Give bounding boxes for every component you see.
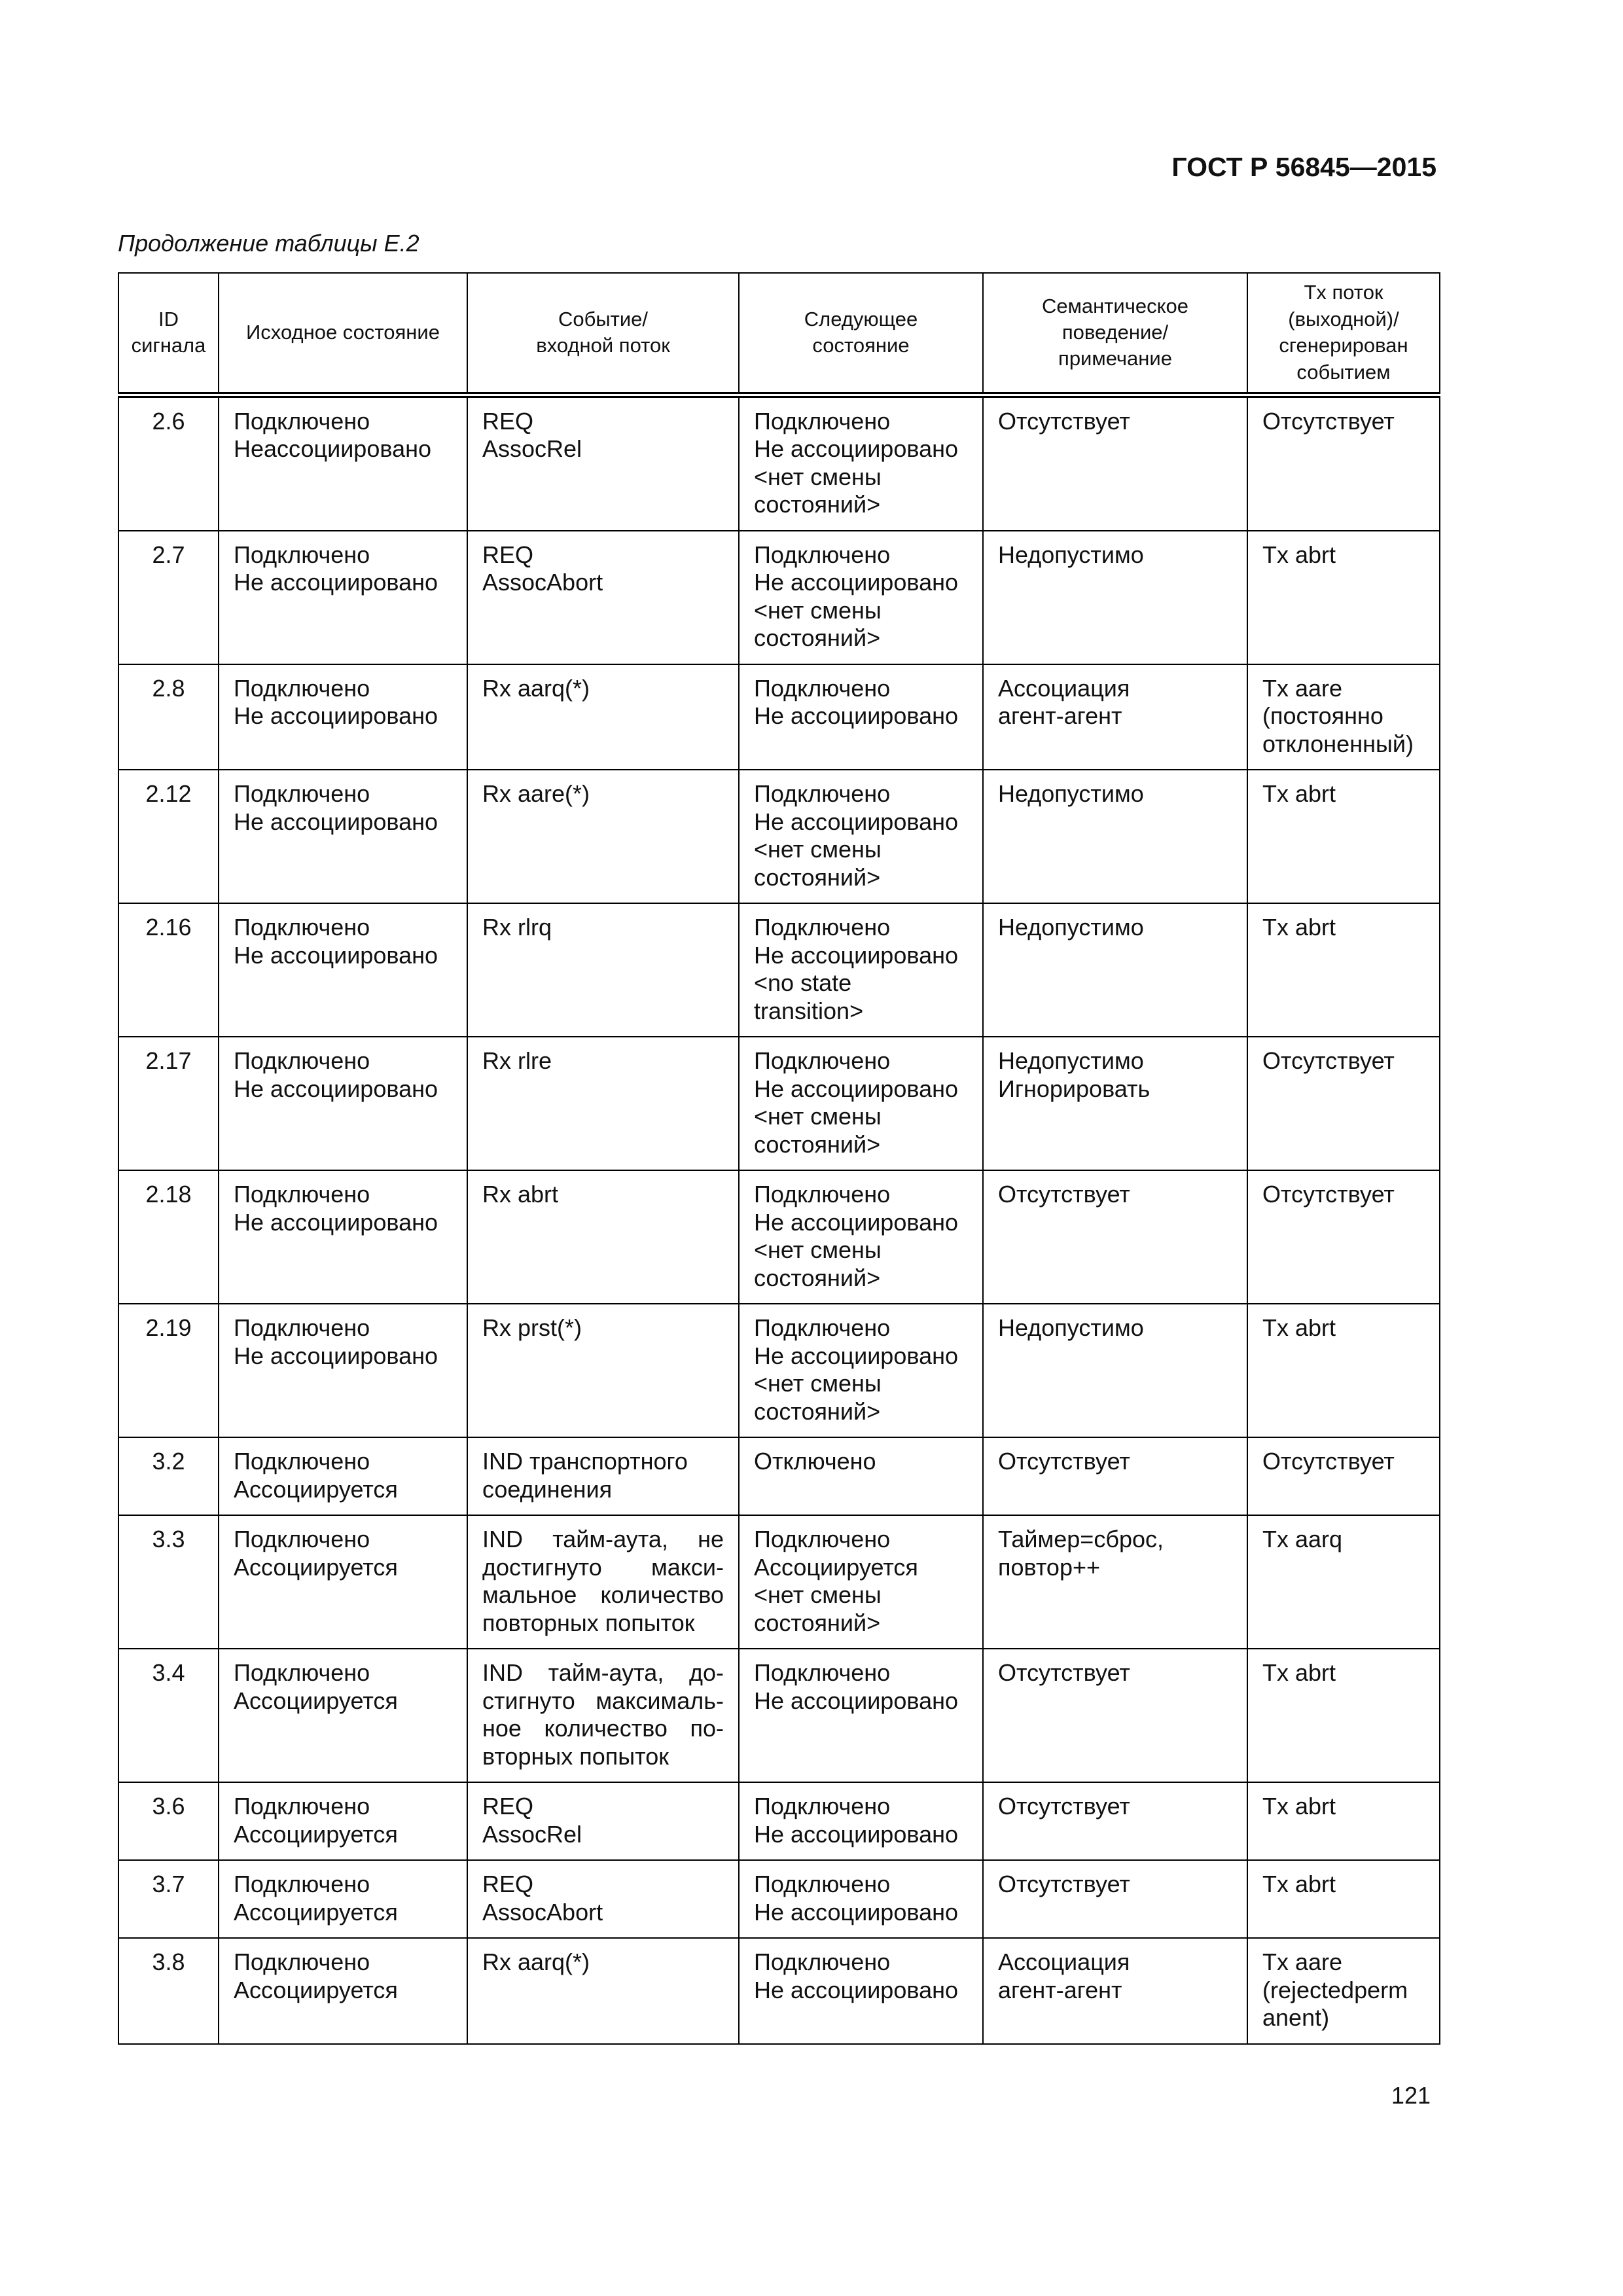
cell-tx-stream bbox=[1247, 1515, 1440, 1649]
cell-text-line: агент-агент bbox=[998, 702, 1122, 729]
cell-next-state bbox=[739, 1437, 983, 1515]
cell-text-line: 3.7 bbox=[152, 1871, 185, 1897]
cell-text-line: Не ассоциировано bbox=[234, 702, 438, 729]
table-row bbox=[118, 1782, 1440, 1860]
cell-semantics bbox=[983, 1170, 1247, 1304]
cell-text-line: <нет смены bbox=[754, 463, 882, 490]
cell-text-line: Tx abrt bbox=[1262, 1793, 1336, 1820]
cell-text-line: Подключено bbox=[234, 1948, 370, 1975]
cell-text-line: Исходное состояние bbox=[246, 321, 440, 344]
cell-text-line: Ассоциируется bbox=[234, 1898, 398, 1926]
cell-text-line: Подключено bbox=[754, 780, 891, 807]
cell-text-line: 2.6 bbox=[152, 407, 185, 435]
cell-text-line: Не ассоциировано bbox=[754, 808, 958, 835]
column-header-source-state bbox=[219, 273, 467, 395]
cell-tx-stream bbox=[1247, 1938, 1440, 2044]
cell-text-line: <нет смены bbox=[754, 1236, 882, 1263]
cell-text-line: Недопустимо bbox=[998, 914, 1144, 941]
cell-text-line: Tx abrt bbox=[1262, 914, 1336, 941]
cell-text-line: Подключено bbox=[234, 1181, 370, 1208]
cell-text-line: REQ bbox=[482, 1793, 534, 1820]
cell-next-state bbox=[739, 770, 983, 903]
cell-next-state bbox=[739, 395, 983, 531]
cell-text-line: Подключено bbox=[754, 407, 891, 435]
cell-text-line: Подключено bbox=[754, 674, 891, 702]
cell-text-line: anent) bbox=[1262, 2004, 1330, 2031]
cell-text-line: Подключено bbox=[754, 1181, 891, 1208]
cell-text-line: Подключено bbox=[234, 541, 370, 568]
cell-text-line: Rx aarq(*) bbox=[482, 1948, 590, 1975]
cell-source-state bbox=[219, 1437, 467, 1515]
table-row bbox=[118, 903, 1440, 1037]
cell-text-line: событием bbox=[1296, 360, 1391, 384]
cell-tx-stream bbox=[1247, 531, 1440, 664]
cell-text-line: Rx aare(*) bbox=[482, 780, 590, 807]
cell-text-line: мальное количество bbox=[482, 1581, 724, 1608]
cell-next-state bbox=[739, 1860, 983, 1938]
cell-text-line: Ассоциация bbox=[998, 1948, 1130, 1975]
cell-signal-id bbox=[118, 1938, 219, 2044]
cell-text-line: Не ассоциировано bbox=[754, 702, 958, 729]
cell-signal-id bbox=[118, 1860, 219, 1938]
cell-text-line: AssocRel bbox=[482, 1820, 582, 1848]
table-row bbox=[118, 395, 1440, 531]
cell-text-line: Недопустимо bbox=[998, 1314, 1144, 1341]
cell-text-line: Ассоциируется bbox=[754, 1553, 918, 1581]
cell-text-line: Подключено bbox=[234, 914, 370, 941]
column-header-next-state bbox=[739, 273, 983, 395]
cell-text-line: повтор++ bbox=[998, 1553, 1101, 1581]
cell-text-line: Подключено bbox=[234, 1047, 370, 1074]
signal-transition-table bbox=[118, 272, 1440, 2045]
cell-event bbox=[467, 395, 739, 531]
cell-next-state bbox=[739, 664, 983, 770]
cell-text-line: 2.7 bbox=[152, 541, 185, 568]
cell-text-line: IND тайм-аута, не bbox=[482, 1526, 724, 1552]
cell-text-line: AssocAbort bbox=[482, 569, 603, 596]
cell-next-state bbox=[739, 531, 983, 664]
cell-text-line: Не ассоциировано bbox=[234, 569, 438, 596]
cell-semantics bbox=[983, 1860, 1247, 1938]
cell-text-line: Не ассоциировано bbox=[234, 808, 438, 835]
cell-event bbox=[467, 903, 739, 1037]
cell-source-state bbox=[219, 664, 467, 770]
table-row bbox=[118, 1037, 1440, 1170]
cell-source-state bbox=[219, 770, 467, 903]
cell-text-line: отклоненный) bbox=[1262, 730, 1414, 757]
cell-event bbox=[467, 1649, 739, 1782]
cell-event bbox=[467, 1782, 739, 1860]
cell-text-line: Tx aare bbox=[1262, 674, 1343, 702]
table-row bbox=[118, 1515, 1440, 1649]
cell-text-line: Подключено bbox=[754, 1526, 891, 1552]
cell-text-line: Отсутствует bbox=[1262, 1448, 1395, 1475]
cell-text-line: Ассоциация bbox=[998, 674, 1130, 702]
cell-text-line: 2.12 bbox=[145, 780, 192, 807]
cell-signal-id bbox=[118, 1037, 219, 1170]
cell-signal-id bbox=[118, 1515, 219, 1649]
cell-text-line: <нет смены bbox=[754, 836, 882, 863]
cell-text-line: Подключено bbox=[754, 1948, 891, 1975]
cell-text-line: IND транспортного bbox=[482, 1448, 688, 1475]
cell-next-state bbox=[739, 1037, 983, 1170]
cell-signal-id bbox=[118, 770, 219, 903]
cell-text-line: Недопустимо bbox=[998, 780, 1144, 807]
cell-text-line: Подключено bbox=[754, 1659, 891, 1686]
cell-text-line: стигнуто максималь- bbox=[482, 1687, 724, 1714]
cell-tx-stream bbox=[1247, 1304, 1440, 1437]
cell-text-line: AssocAbort bbox=[482, 1898, 603, 1926]
cell-text-line: Ассоциируется bbox=[234, 1976, 398, 2003]
cell-text-line: Не ассоциировано bbox=[754, 1976, 958, 2003]
cell-tx-stream bbox=[1247, 1782, 1440, 1860]
cell-text-line: Подключено bbox=[754, 1793, 891, 1820]
cell-tx-stream bbox=[1247, 664, 1440, 770]
table-row bbox=[118, 1437, 1440, 1515]
cell-text-line: 3.6 bbox=[152, 1793, 185, 1820]
cell-text-line: Событие/ bbox=[558, 307, 649, 331]
table-row bbox=[118, 1938, 1440, 2044]
cell-text-line: сгенерирован bbox=[1279, 334, 1408, 357]
cell-text-line: состояний> bbox=[754, 1130, 881, 1158]
cell-text-line: Семантическое bbox=[1041, 294, 1189, 317]
cell-text-line: transition> bbox=[754, 997, 864, 1024]
cell-semantics bbox=[983, 531, 1247, 664]
cell-text-line: Отсутствует bbox=[1262, 1047, 1395, 1074]
cell-tx-stream bbox=[1247, 1170, 1440, 1304]
table-row bbox=[118, 531, 1440, 664]
column-header-signal-id bbox=[118, 273, 219, 395]
cell-text-line: Ассоциируется bbox=[234, 1820, 398, 1848]
table-caption: Продолжение таблицы Е.2 bbox=[118, 230, 419, 257]
cell-text-line: Неассоциировано bbox=[234, 435, 431, 462]
cell-text-line: 3.4 bbox=[152, 1659, 185, 1686]
cell-text-line: соединения bbox=[482, 1475, 613, 1503]
table-body bbox=[118, 395, 1440, 2044]
cell-event bbox=[467, 531, 739, 664]
cell-text-line: агент-агент bbox=[998, 1976, 1122, 2003]
cell-text-line: REQ bbox=[482, 541, 534, 568]
cell-text-line: состояние bbox=[812, 334, 910, 357]
cell-text-line: Не ассоциировано bbox=[754, 435, 958, 462]
cell-text-line: вторных попыток bbox=[482, 1742, 669, 1770]
header-row bbox=[118, 273, 1440, 395]
table-row bbox=[118, 1860, 1440, 1938]
cell-semantics bbox=[983, 903, 1247, 1037]
cell-source-state bbox=[219, 531, 467, 664]
cell-event bbox=[467, 1938, 739, 2044]
cell-text-line: Игнорировать bbox=[998, 1075, 1150, 1102]
cell-text-line: Tx aare bbox=[1262, 1948, 1343, 1975]
cell-tx-stream bbox=[1247, 1437, 1440, 1515]
cell-text-line: Отсутствует bbox=[998, 1448, 1130, 1475]
cell-text-line: REQ bbox=[482, 407, 534, 435]
column-header-semantics bbox=[983, 273, 1247, 395]
cell-text-line: Подключено bbox=[754, 1314, 891, 1341]
standard-designation: ГОСТ Р 56845—2015 bbox=[1171, 152, 1436, 182]
cell-text-line: Не ассоциировано bbox=[754, 1208, 958, 1236]
cell-text-line: Не ассоциировано bbox=[234, 1342, 438, 1369]
cell-text-line: примечание bbox=[1058, 347, 1172, 370]
cell-semantics bbox=[983, 664, 1247, 770]
table-row bbox=[118, 1170, 1440, 1304]
cell-text-line: 3.3 bbox=[152, 1526, 185, 1552]
cell-event bbox=[467, 770, 739, 903]
cell-next-state bbox=[739, 1649, 983, 1782]
cell-text-line: Подключено bbox=[234, 1871, 370, 1897]
cell-text-line: Rx rlrq bbox=[482, 914, 552, 941]
cell-semantics bbox=[983, 1782, 1247, 1860]
cell-text-line: Подключено bbox=[754, 914, 891, 941]
cell-text-line: Отсутствует bbox=[1262, 407, 1395, 435]
cell-text-line: повторных попыток bbox=[482, 1609, 695, 1636]
cell-next-state bbox=[739, 1938, 983, 2044]
cell-signal-id bbox=[118, 531, 219, 664]
cell-text-line: Не ассоциировано bbox=[754, 1820, 958, 1848]
cell-text-line: Не ассоциировано bbox=[234, 1075, 438, 1102]
cell-tx-stream bbox=[1247, 1860, 1440, 1938]
cell-text-line: ID bbox=[158, 307, 179, 331]
cell-text-line: Подключено bbox=[234, 1314, 370, 1341]
cell-text-line: <нет смены bbox=[754, 1103, 882, 1130]
cell-event bbox=[467, 1515, 739, 1649]
cell-text-line: Отсутствует bbox=[998, 1793, 1130, 1820]
cell-text-line: 2.19 bbox=[145, 1314, 192, 1341]
cell-text-line: 3.2 bbox=[152, 1448, 185, 1475]
column-header-event bbox=[467, 273, 739, 395]
cell-text-line: Tx abrt bbox=[1262, 1871, 1336, 1897]
cell-text-line: состояний> bbox=[754, 1609, 881, 1636]
cell-text-line: Tx abrt bbox=[1262, 1659, 1336, 1686]
cell-text-line: состояний> bbox=[754, 863, 881, 891]
cell-text-line: Tx поток bbox=[1304, 281, 1383, 304]
cell-semantics bbox=[983, 1304, 1247, 1437]
cell-source-state bbox=[219, 1304, 467, 1437]
cell-tx-stream bbox=[1247, 1649, 1440, 1782]
table-row bbox=[118, 1304, 1440, 1437]
cell-semantics bbox=[983, 1437, 1247, 1515]
cell-signal-id bbox=[118, 664, 219, 770]
cell-next-state bbox=[739, 1782, 983, 1860]
cell-text-line: IND тайм-аута, до- bbox=[482, 1659, 724, 1686]
cell-text-line: 2.8 bbox=[152, 674, 185, 702]
cell-tx-stream bbox=[1247, 395, 1440, 531]
cell-text-line: Ассоциируется bbox=[234, 1553, 398, 1581]
cell-source-state bbox=[219, 1860, 467, 1938]
cell-source-state bbox=[219, 1782, 467, 1860]
cell-signal-id bbox=[118, 1304, 219, 1437]
cell-event bbox=[467, 1437, 739, 1515]
cell-text-line: Отсутствует bbox=[998, 1871, 1130, 1897]
cell-text-line: Подключено bbox=[754, 1047, 891, 1074]
cell-text-line: Не ассоциировано bbox=[234, 941, 438, 969]
cell-text-line: состояний> bbox=[754, 491, 881, 518]
cell-source-state bbox=[219, 903, 467, 1037]
cell-text-line: Подключено bbox=[234, 1526, 370, 1552]
column-header-tx-stream bbox=[1247, 273, 1440, 395]
cell-next-state bbox=[739, 1304, 983, 1437]
cell-text-line: 2.16 bbox=[145, 914, 192, 941]
cell-event bbox=[467, 1860, 739, 1938]
cell-text-line: 2.17 bbox=[145, 1047, 192, 1074]
cell-source-state bbox=[219, 1938, 467, 2044]
cell-text-line: Подключено bbox=[754, 1871, 891, 1897]
cell-text-line: Ассоциируется bbox=[234, 1475, 398, 1503]
cell-semantics bbox=[983, 1515, 1247, 1649]
cell-tx-stream bbox=[1247, 770, 1440, 903]
cell-signal-id bbox=[118, 1170, 219, 1304]
cell-signal-id bbox=[118, 1437, 219, 1515]
cell-text-line: Tx abrt bbox=[1262, 780, 1336, 807]
cell-text-line: Подключено bbox=[234, 1448, 370, 1475]
table-row bbox=[118, 1649, 1440, 1782]
cell-text-line: Не ассоциировано bbox=[754, 1898, 958, 1926]
cell-event bbox=[467, 1037, 739, 1170]
cell-next-state bbox=[739, 1515, 983, 1649]
cell-text-line: REQ bbox=[482, 1871, 534, 1897]
cell-text-line: состояний> bbox=[754, 624, 881, 651]
cell-text-line: (выходной)/ bbox=[1288, 307, 1399, 331]
cell-text-line: Отключено bbox=[754, 1448, 876, 1475]
cell-text-line: Таймер=сброс, bbox=[998, 1526, 1164, 1552]
cell-text-line: Не ассоциировано bbox=[754, 569, 958, 596]
cell-text-line: (rejectedperm bbox=[1262, 1976, 1408, 2003]
cell-text-line: <нет смены bbox=[754, 1370, 882, 1397]
cell-text-line: Не ассоциировано bbox=[754, 1342, 958, 1369]
cell-text-line: AssocRel bbox=[482, 435, 582, 462]
cell-text-line: (постоянно bbox=[1262, 702, 1383, 729]
cell-tx-stream bbox=[1247, 903, 1440, 1037]
cell-text-line: Подключено bbox=[754, 541, 891, 568]
cell-next-state bbox=[739, 903, 983, 1037]
cell-text-line: 3.8 bbox=[152, 1948, 185, 1975]
cell-semantics bbox=[983, 1938, 1247, 2044]
cell-text-line: Недопустимо bbox=[998, 1047, 1144, 1074]
cell-text-line: Подключено bbox=[234, 780, 370, 807]
cell-signal-id bbox=[118, 395, 219, 531]
cell-text-line: входной поток bbox=[536, 334, 670, 357]
cell-text-line: достигнуто макси- bbox=[482, 1553, 724, 1581]
cell-text-line: Отсутствует bbox=[1262, 1181, 1395, 1208]
cell-text-line: Rx aarq(*) bbox=[482, 674, 590, 702]
cell-text-line: Не ассоциировано bbox=[754, 1075, 958, 1102]
cell-text-line: Подключено bbox=[234, 1659, 370, 1686]
cell-source-state bbox=[219, 1515, 467, 1649]
cell-source-state bbox=[219, 1170, 467, 1304]
cell-text-line: Подключено bbox=[234, 407, 370, 435]
cell-text-line: Отсутствует bbox=[998, 407, 1130, 435]
cell-text-line: Rx rlre bbox=[482, 1047, 552, 1074]
cell-text-line: <no state bbox=[754, 969, 852, 996]
cell-text-line: Tx abrt bbox=[1262, 1314, 1336, 1341]
cell-semantics bbox=[983, 770, 1247, 903]
cell-text-line: Не ассоциировано bbox=[234, 1208, 438, 1236]
cell-text-line: Подключено bbox=[234, 1793, 370, 1820]
cell-text-line: поведение/ bbox=[1061, 321, 1169, 344]
cell-source-state bbox=[219, 1649, 467, 1782]
cell-next-state bbox=[739, 1170, 983, 1304]
cell-text-line: Ассоциируется bbox=[234, 1687, 398, 1714]
page-number: 121 bbox=[1391, 2082, 1431, 2109]
cell-semantics bbox=[983, 1037, 1247, 1170]
cell-text-line: Следующее bbox=[804, 307, 918, 331]
cell-text-line: Отсутствует bbox=[998, 1659, 1130, 1686]
cell-text-line: <нет смены bbox=[754, 1581, 882, 1608]
cell-tx-stream bbox=[1247, 1037, 1440, 1170]
cell-event bbox=[467, 1304, 739, 1437]
cell-text-line: состояний> bbox=[754, 1264, 881, 1291]
cell-text-line: Не ассоциировано bbox=[754, 1687, 958, 1714]
cell-semantics bbox=[983, 395, 1247, 531]
table-row bbox=[118, 770, 1440, 903]
cell-signal-id bbox=[118, 903, 219, 1037]
cell-source-state bbox=[219, 395, 467, 531]
cell-text-line: Tx abrt bbox=[1262, 541, 1336, 568]
cell-text-line: Отсутствует bbox=[998, 1181, 1130, 1208]
table-row bbox=[118, 664, 1440, 770]
cell-text-line: Недопустимо bbox=[998, 541, 1144, 568]
cell-source-state bbox=[219, 1037, 467, 1170]
cell-text-line: 2.18 bbox=[145, 1181, 192, 1208]
cell-text-line: сигнала bbox=[131, 334, 206, 357]
cell-text-line: <нет смены bbox=[754, 596, 882, 624]
cell-text-line: Подключено bbox=[234, 674, 370, 702]
cell-text-line: Tx aarq bbox=[1262, 1526, 1343, 1552]
cell-semantics bbox=[983, 1649, 1247, 1782]
cell-text-line: Rx prst(*) bbox=[482, 1314, 582, 1341]
cell-signal-id bbox=[118, 1649, 219, 1782]
cell-signal-id bbox=[118, 1782, 219, 1860]
cell-text-line: Не ассоциировано bbox=[754, 941, 958, 969]
cell-text-line: ное количество по- bbox=[482, 1715, 724, 1742]
cell-text-line: состояний> bbox=[754, 1397, 881, 1425]
cell-event bbox=[467, 1170, 739, 1304]
cell-text-line: Rx abrt bbox=[482, 1181, 559, 1208]
cell-event bbox=[467, 664, 739, 770]
